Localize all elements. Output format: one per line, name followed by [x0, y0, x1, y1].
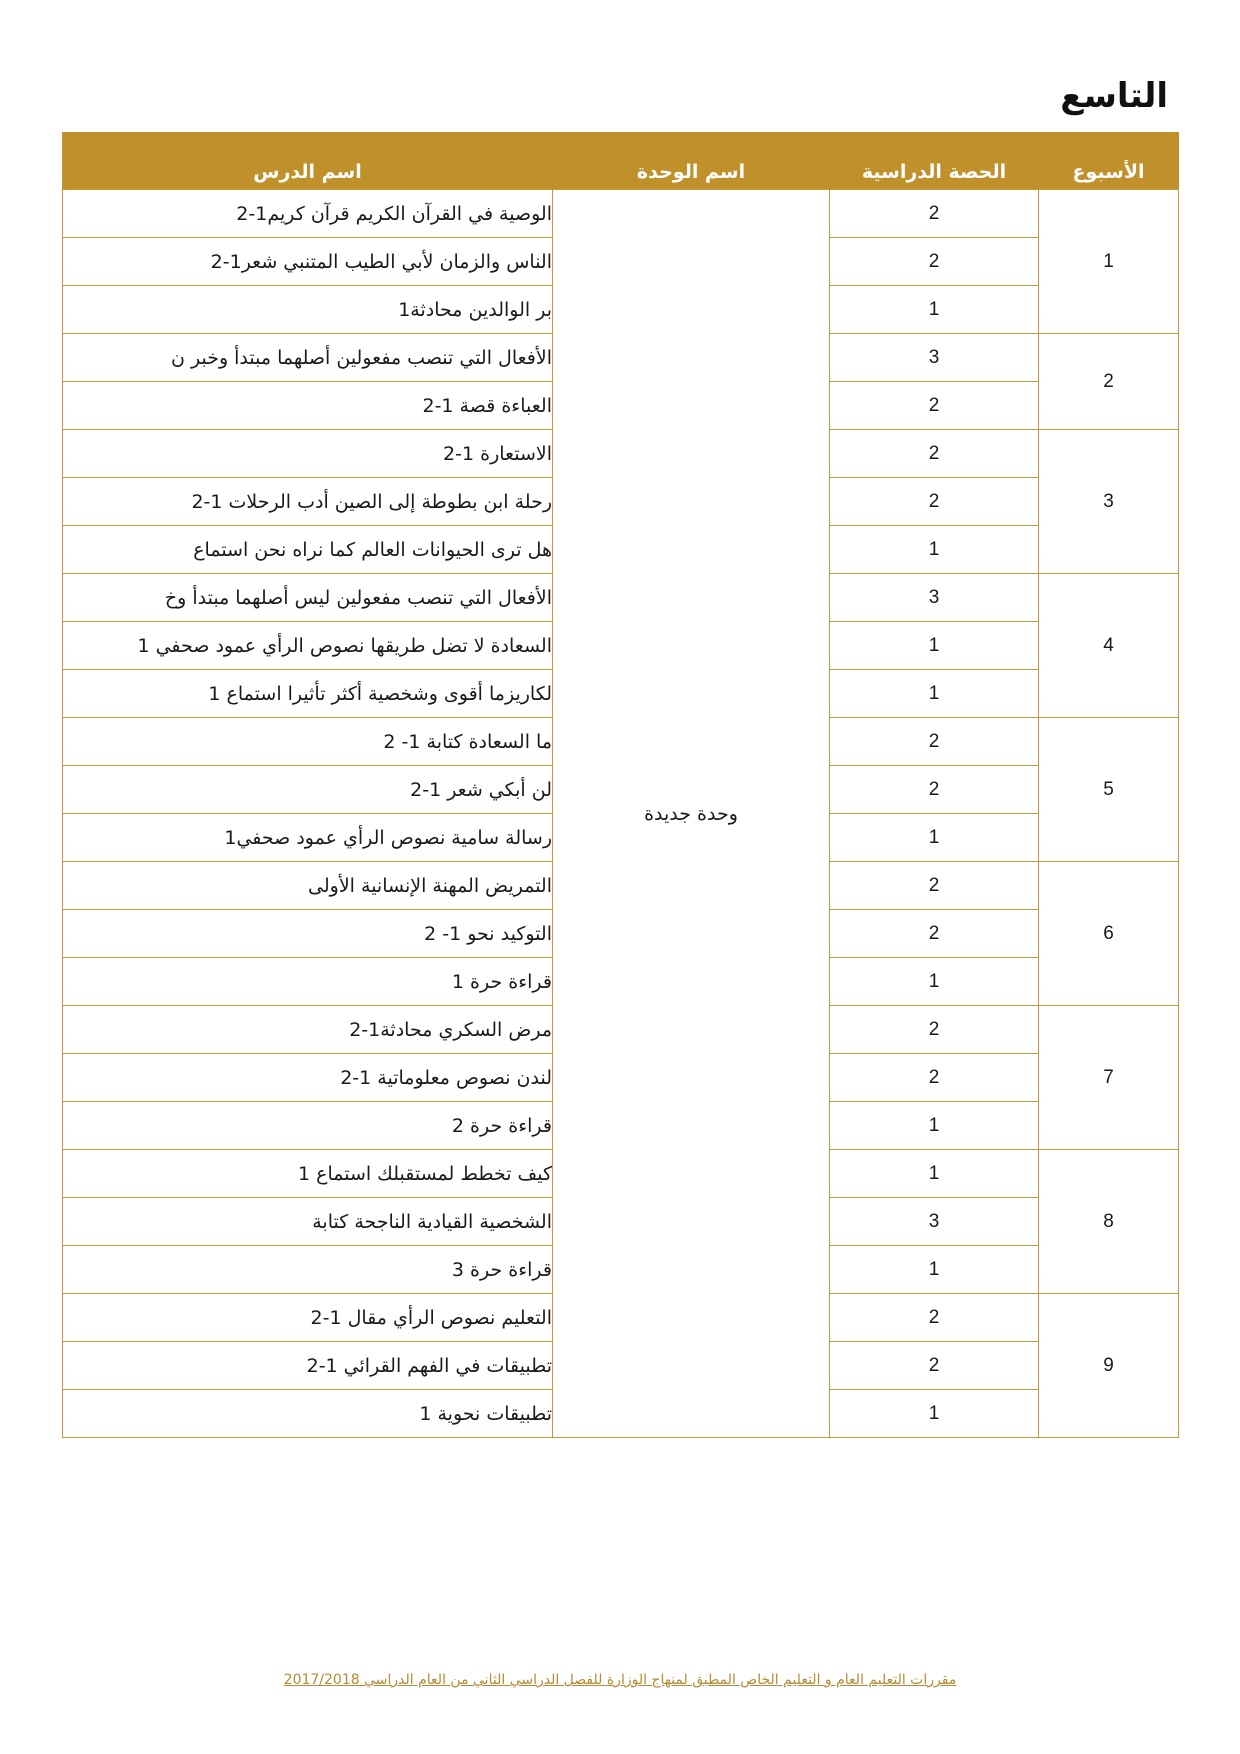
- unit-name: وحدة جديدة: [553, 190, 830, 1438]
- week-number: 3: [1039, 430, 1179, 574]
- week-number: 4: [1039, 574, 1179, 718]
- week-number: 7: [1039, 1006, 1179, 1150]
- week-number: 8: [1039, 1150, 1179, 1294]
- lesson-name: العباءة قصة 1-2: [63, 382, 553, 430]
- header-lesson: اسم الدرس: [63, 132, 553, 190]
- lesson-name: بر الوالدين محادثة1: [63, 286, 553, 334]
- lesson-name: لندن نصوص معلوماتية 1-2: [63, 1054, 553, 1102]
- lesson-name: ما السعادة كتابة 1- 2: [63, 718, 553, 766]
- lesson-name: تطبيقات في الفهم القرائي 1-2: [63, 1342, 553, 1390]
- period-count: 2: [830, 430, 1039, 478]
- period-count: 1: [830, 622, 1039, 670]
- period-count: 3: [830, 334, 1039, 382]
- lesson-name: هل ترى الحيوانات العالم كما نراه نحن استماع: [63, 526, 553, 574]
- period-count: 1: [830, 1246, 1039, 1294]
- lesson-name: قراءة حرة 2: [63, 1102, 553, 1150]
- period-count: 2: [830, 718, 1039, 766]
- lesson-name: التوكيد نحو 1- 2: [63, 910, 553, 958]
- lesson-name: السعادة لا تضل طريقها نصوص الرأي عمود صحفي 1: [63, 622, 553, 670]
- page-title: التاسع: [1060, 76, 1168, 116]
- lesson-name: التعليم نصوص الرأي مقال 1-2: [63, 1294, 553, 1342]
- period-count: 1: [830, 1390, 1039, 1438]
- week-number: 9: [1039, 1294, 1179, 1438]
- header-week: الأسبوع: [1039, 132, 1179, 190]
- period-count: 2: [830, 190, 1039, 238]
- lesson-name: لن أبكي شعر 1-2: [63, 766, 553, 814]
- week-number: 6: [1039, 862, 1179, 1006]
- lesson-name: رحلة ابن بطوطة إلى الصين أدب الرحلات 1-2: [63, 478, 553, 526]
- period-count: 2: [830, 478, 1039, 526]
- schedule-table: [62, 132, 1179, 1438]
- lesson-name: تطبيقات نحوية 1: [63, 1390, 553, 1438]
- period-count: 2: [830, 1054, 1039, 1102]
- period-count: 2: [830, 382, 1039, 430]
- lesson-name: كيف تخطط لمستقبلك استماع 1: [63, 1150, 553, 1198]
- period-count: 2: [830, 910, 1039, 958]
- lesson-name: الناس والزمان لأبي الطيب المتنبي شعر1-2: [63, 238, 553, 286]
- lesson-name: قراءة حرة 1: [63, 958, 553, 1006]
- period-count: 2: [830, 1006, 1039, 1054]
- header-periods: الحصة الدراسية: [830, 132, 1039, 190]
- period-count: 2: [830, 238, 1039, 286]
- week-number: 1: [1039, 190, 1179, 334]
- schedule-body: [63, 190, 1179, 1438]
- period-count: 2: [830, 766, 1039, 814]
- week-number: 2: [1039, 334, 1179, 430]
- lesson-name: لكاريزما أقوى وشخصية أكثر تأثيرا استماع 1: [63, 670, 553, 718]
- lesson-name: الأفعال التي تنصب مفعولين أصلهما مبتدأ وخبر ن: [63, 334, 553, 382]
- lesson-name: قراءة حرة 3: [63, 1246, 553, 1294]
- lesson-name: مرض السكري محادثة1-2: [63, 1006, 553, 1054]
- period-count: 1: [830, 814, 1039, 862]
- lesson-name: التمريض المهنة الإنسانية الأولى: [63, 862, 553, 910]
- lesson-name: الأفعال التي تنصب مفعولين ليس أصلهما مبتدأ وخ: [63, 574, 553, 622]
- period-count: 2: [830, 1294, 1039, 1342]
- period-count: 1: [830, 670, 1039, 718]
- period-count: 2: [830, 862, 1039, 910]
- period-count: 1: [830, 958, 1039, 1006]
- period-count: 3: [830, 1198, 1039, 1246]
- period-count: 1: [830, 1150, 1039, 1198]
- lesson-name: رسالة سامية نصوص الرأي عمود صحفي1: [63, 814, 553, 862]
- table-row: [63, 190, 1179, 238]
- table-header-row: [63, 132, 1179, 190]
- period-count: 3: [830, 574, 1039, 622]
- period-count: 2: [830, 1342, 1039, 1390]
- footer-note: مقررات التعليم العام و التعليم الخاص المطبق لمنهاج الوزارة للفصل الدراسي الثاني من العام الدراسي 2017/2018: [283, 1672, 957, 1688]
- lesson-name: الاستعارة 1-2: [63, 430, 553, 478]
- week-number: 5: [1039, 718, 1179, 862]
- header-unit: اسم الوحدة: [553, 132, 830, 190]
- period-count: 1: [830, 526, 1039, 574]
- lesson-name: الوصية في القرآن الكريم قرآن كريم1-2: [63, 190, 553, 238]
- period-count: 1: [830, 1102, 1039, 1150]
- lesson-name: الشخصية القيادية الناجحة كتابة: [63, 1198, 553, 1246]
- period-count: 1: [830, 286, 1039, 334]
